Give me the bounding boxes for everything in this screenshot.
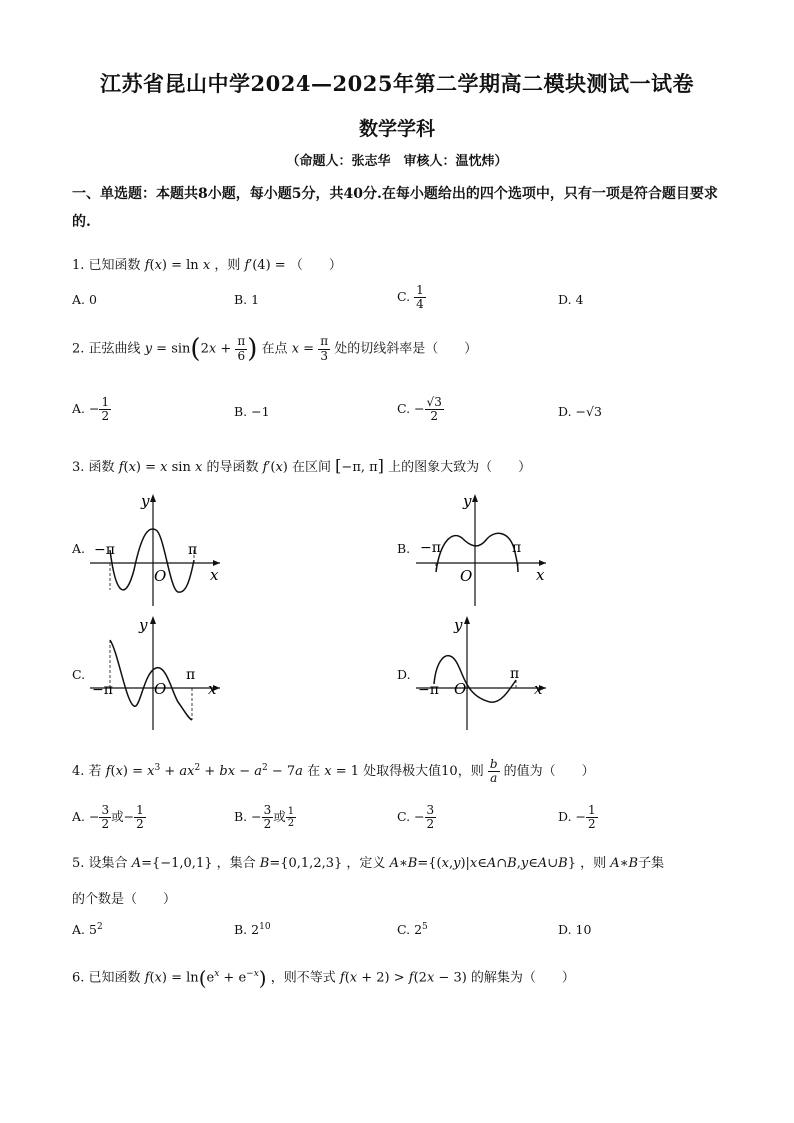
q1-option-c-label: C. <box>397 289 411 305</box>
q5-option-b[interactable]: B. $2^{10}$ <box>234 922 271 938</box>
q3-graph-a[interactable] <box>86 490 236 612</box>
q2-option-d[interactable]: D. −√3 <box>558 404 602 419</box>
q5-option-b-label: B. <box>234 922 248 938</box>
x-label: x <box>536 566 545 584</box>
q4-option-a-label: A. <box>72 809 86 825</box>
x-label: x <box>210 566 219 584</box>
curve <box>110 529 194 592</box>
q2-option-a[interactable]: A. − $\frac{1}{2}$ <box>72 395 110 424</box>
curve <box>110 640 192 720</box>
question-4-stem: 4. 若 $f(x) = x^3 + ax^2$ + bx − $a^2 - 7a$ 在 x = 1 处取得极大值10，则 $\frac{b}{a}$ 的值为（ ） <box>72 757 595 786</box>
authors-line: （命题人：张志华 审核人：温忱炜） <box>286 154 508 169</box>
q4-option-d[interactable]: D. − $\frac{1}{2}$ <box>558 803 596 832</box>
q4-text-mid2: 处取得极大值10，则 <box>363 764 484 780</box>
question-1-stem: 1. 已知函数 f(x) = ln x ，则 f′(4) = （ ） <box>72 258 342 273</box>
q5-option-d[interactable]: D. 10 <box>558 922 592 937</box>
y-label: y <box>139 616 148 634</box>
page-title: 江苏省昆山中学2024—2025年第二学期高二模块测试一试卷 <box>100 71 694 96</box>
q4-text-pre: 4. 若 <box>72 764 102 780</box>
q2-option-a-label: A. <box>72 401 86 417</box>
curve <box>434 656 516 703</box>
q2-option-b[interactable]: B. −1 <box>234 404 270 419</box>
pi-label: π <box>188 542 198 558</box>
q4-option-b[interactable]: B. − $\frac{3}{2}$ 或 $\frac{1}{2}$ <box>234 803 295 832</box>
q3-text-mid1: 的导函数 <box>206 460 259 475</box>
q5-text-mid1: ，集合 <box>216 856 256 871</box>
q1-text-post: （ ） <box>289 258 342 273</box>
q3-text-pre: 3. 函数 <box>72 460 115 475</box>
y-axis-arrow <box>150 494 156 502</box>
q4-option-c[interactable]: C. − $\frac{3}{2}$ <box>397 803 435 832</box>
curve <box>436 533 518 572</box>
q3-graph-c[interactable] <box>86 612 236 736</box>
q2-text-mid: 在点 <box>261 341 288 357</box>
origin-label: O <box>154 567 167 585</box>
q6-text-mid: ，则不等式 <box>270 970 336 986</box>
q3-text-post: 上的图象大致为（ ） <box>388 460 532 475</box>
q3-option-b-label[interactable]: B. <box>397 541 411 556</box>
q1-text-mid: ，则 <box>214 258 241 273</box>
q6-text-pre: 6. 已知函数 <box>72 970 141 986</box>
q4-option-d-label: D. <box>558 809 572 825</box>
q4-option-c-label: C. <box>397 809 411 825</box>
q3-option-d-label[interactable]: D. <box>397 667 411 682</box>
q5-option-a[interactable]: A. $5^2$ <box>72 922 103 938</box>
q1-option-b[interactable]: B. 1 <box>234 292 260 307</box>
q5-option-a-label: A. <box>72 922 86 938</box>
q2-option-d-label: D. <box>558 404 572 419</box>
y-label: y <box>463 492 472 510</box>
q2-option-c-label: C. <box>397 401 411 417</box>
q1-option-d[interactable]: D. 4 <box>558 292 584 307</box>
question-2-stem: 2. 正弦曲线 y = sin(2x + $\frac{\pi}{6}$ ) 在点 x = $\frac{\pi}{3}$ 处的切线斜率是（ ） <box>72 334 478 364</box>
pi-label: π <box>512 540 522 556</box>
q5-text-post: ，则 <box>580 856 607 871</box>
q5-option-c-label: C. <box>397 922 411 938</box>
q6-text-post: 的解集为（ ） <box>470 970 575 986</box>
q5-text-mid2: ，定义 <box>346 856 386 871</box>
neg-pi-label: −π <box>94 542 115 558</box>
q3-graph-b[interactable] <box>412 490 562 612</box>
neg-pi-label: −π <box>420 540 441 556</box>
pi-label: π <box>510 666 520 682</box>
q2-option-b-label: B. <box>234 404 248 419</box>
question-5-stem: 5. 设集合 A={−1,0,1} ，集合 B={0,1,2,3} ，定义 A∗B={(x,y)|x∈A∩B,y∈A∪B} ，则 A∗B子集 <box>72 856 665 871</box>
x-label: x <box>534 680 543 698</box>
origin-label: O <box>460 567 473 585</box>
q1-text-pre: 1. 已知函数 <box>72 258 141 273</box>
y-axis-arrow <box>472 494 478 502</box>
q5-option-c[interactable]: C. $2^5$ <box>397 922 428 938</box>
q1-option-c[interactable] <box>397 284 426 311</box>
q5-text-pre: 5. 设集合 <box>72 856 128 871</box>
y-label: y <box>141 492 150 510</box>
neg-pi-label: −π <box>92 682 113 698</box>
neg-pi-label: −π <box>418 682 439 698</box>
question-5-stem-line2: 的个数是（ ） <box>72 892 177 907</box>
q3-option-c-label[interactable]: C. <box>72 667 86 682</box>
section-heading: 一、单选题：本题共8小题，每小题5分，共40分.在每小题给出的四个选项中，只有一项是符合题目要求的. <box>72 186 718 230</box>
x-label: x <box>208 680 217 698</box>
q2-option-c[interactable]: C. − $\frac{√3}{2}$ <box>397 395 442 424</box>
q4-text-post: 的值为（ ） <box>503 764 595 780</box>
q1-function-formula: f <box>144 258 150 273</box>
q4-option-b-or: 或 <box>273 809 286 825</box>
q4-option-b-label: B. <box>234 809 248 825</box>
q2-text-pre: 2. 正弦曲线 <box>72 341 141 357</box>
q3-text-mid2: 在区间 <box>292 460 332 475</box>
q3-graph-d[interactable] <box>412 612 562 736</box>
q1-option-c-fraction: $\frac{1}{4}$ <box>416 283 424 312</box>
q1-option-a[interactable]: A. 0 <box>72 292 97 307</box>
q4-text-mid1: 在 <box>307 764 321 780</box>
y-label: y <box>454 616 463 634</box>
question-6-stem: 6. 已知函数 $f(x) = \ln(e^x + e^{-x})$ ，则不等式 f(x + 2) > f(2x − 3) 的解集为（ ） <box>72 966 575 990</box>
q3-option-a-label[interactable]: A. <box>72 541 86 556</box>
y-axis-arrow <box>150 616 156 624</box>
q1-derivative-formula: f <box>244 258 250 273</box>
q4-option-a-or: 或 <box>111 809 124 825</box>
origin-label: O <box>454 680 467 698</box>
q2-text-post: 处的切线斜率是（ ） <box>334 341 478 357</box>
question-3-stem: 3. 函数 f(x) = x sin x 的导函数 f′(x) 在区间 [−π, π] 上的图象大致为（ ） <box>72 456 532 475</box>
origin-label: O <box>154 680 167 698</box>
y-axis-arrow <box>464 616 470 624</box>
subject-title: 数学学科 <box>358 118 435 140</box>
q5-text-tail: 子集 <box>638 856 665 871</box>
pi-label: π <box>186 667 196 683</box>
q4-option-a[interactable]: A. − $\frac{3}{2}$ 或− $\frac{1}{2}$ <box>72 803 144 832</box>
